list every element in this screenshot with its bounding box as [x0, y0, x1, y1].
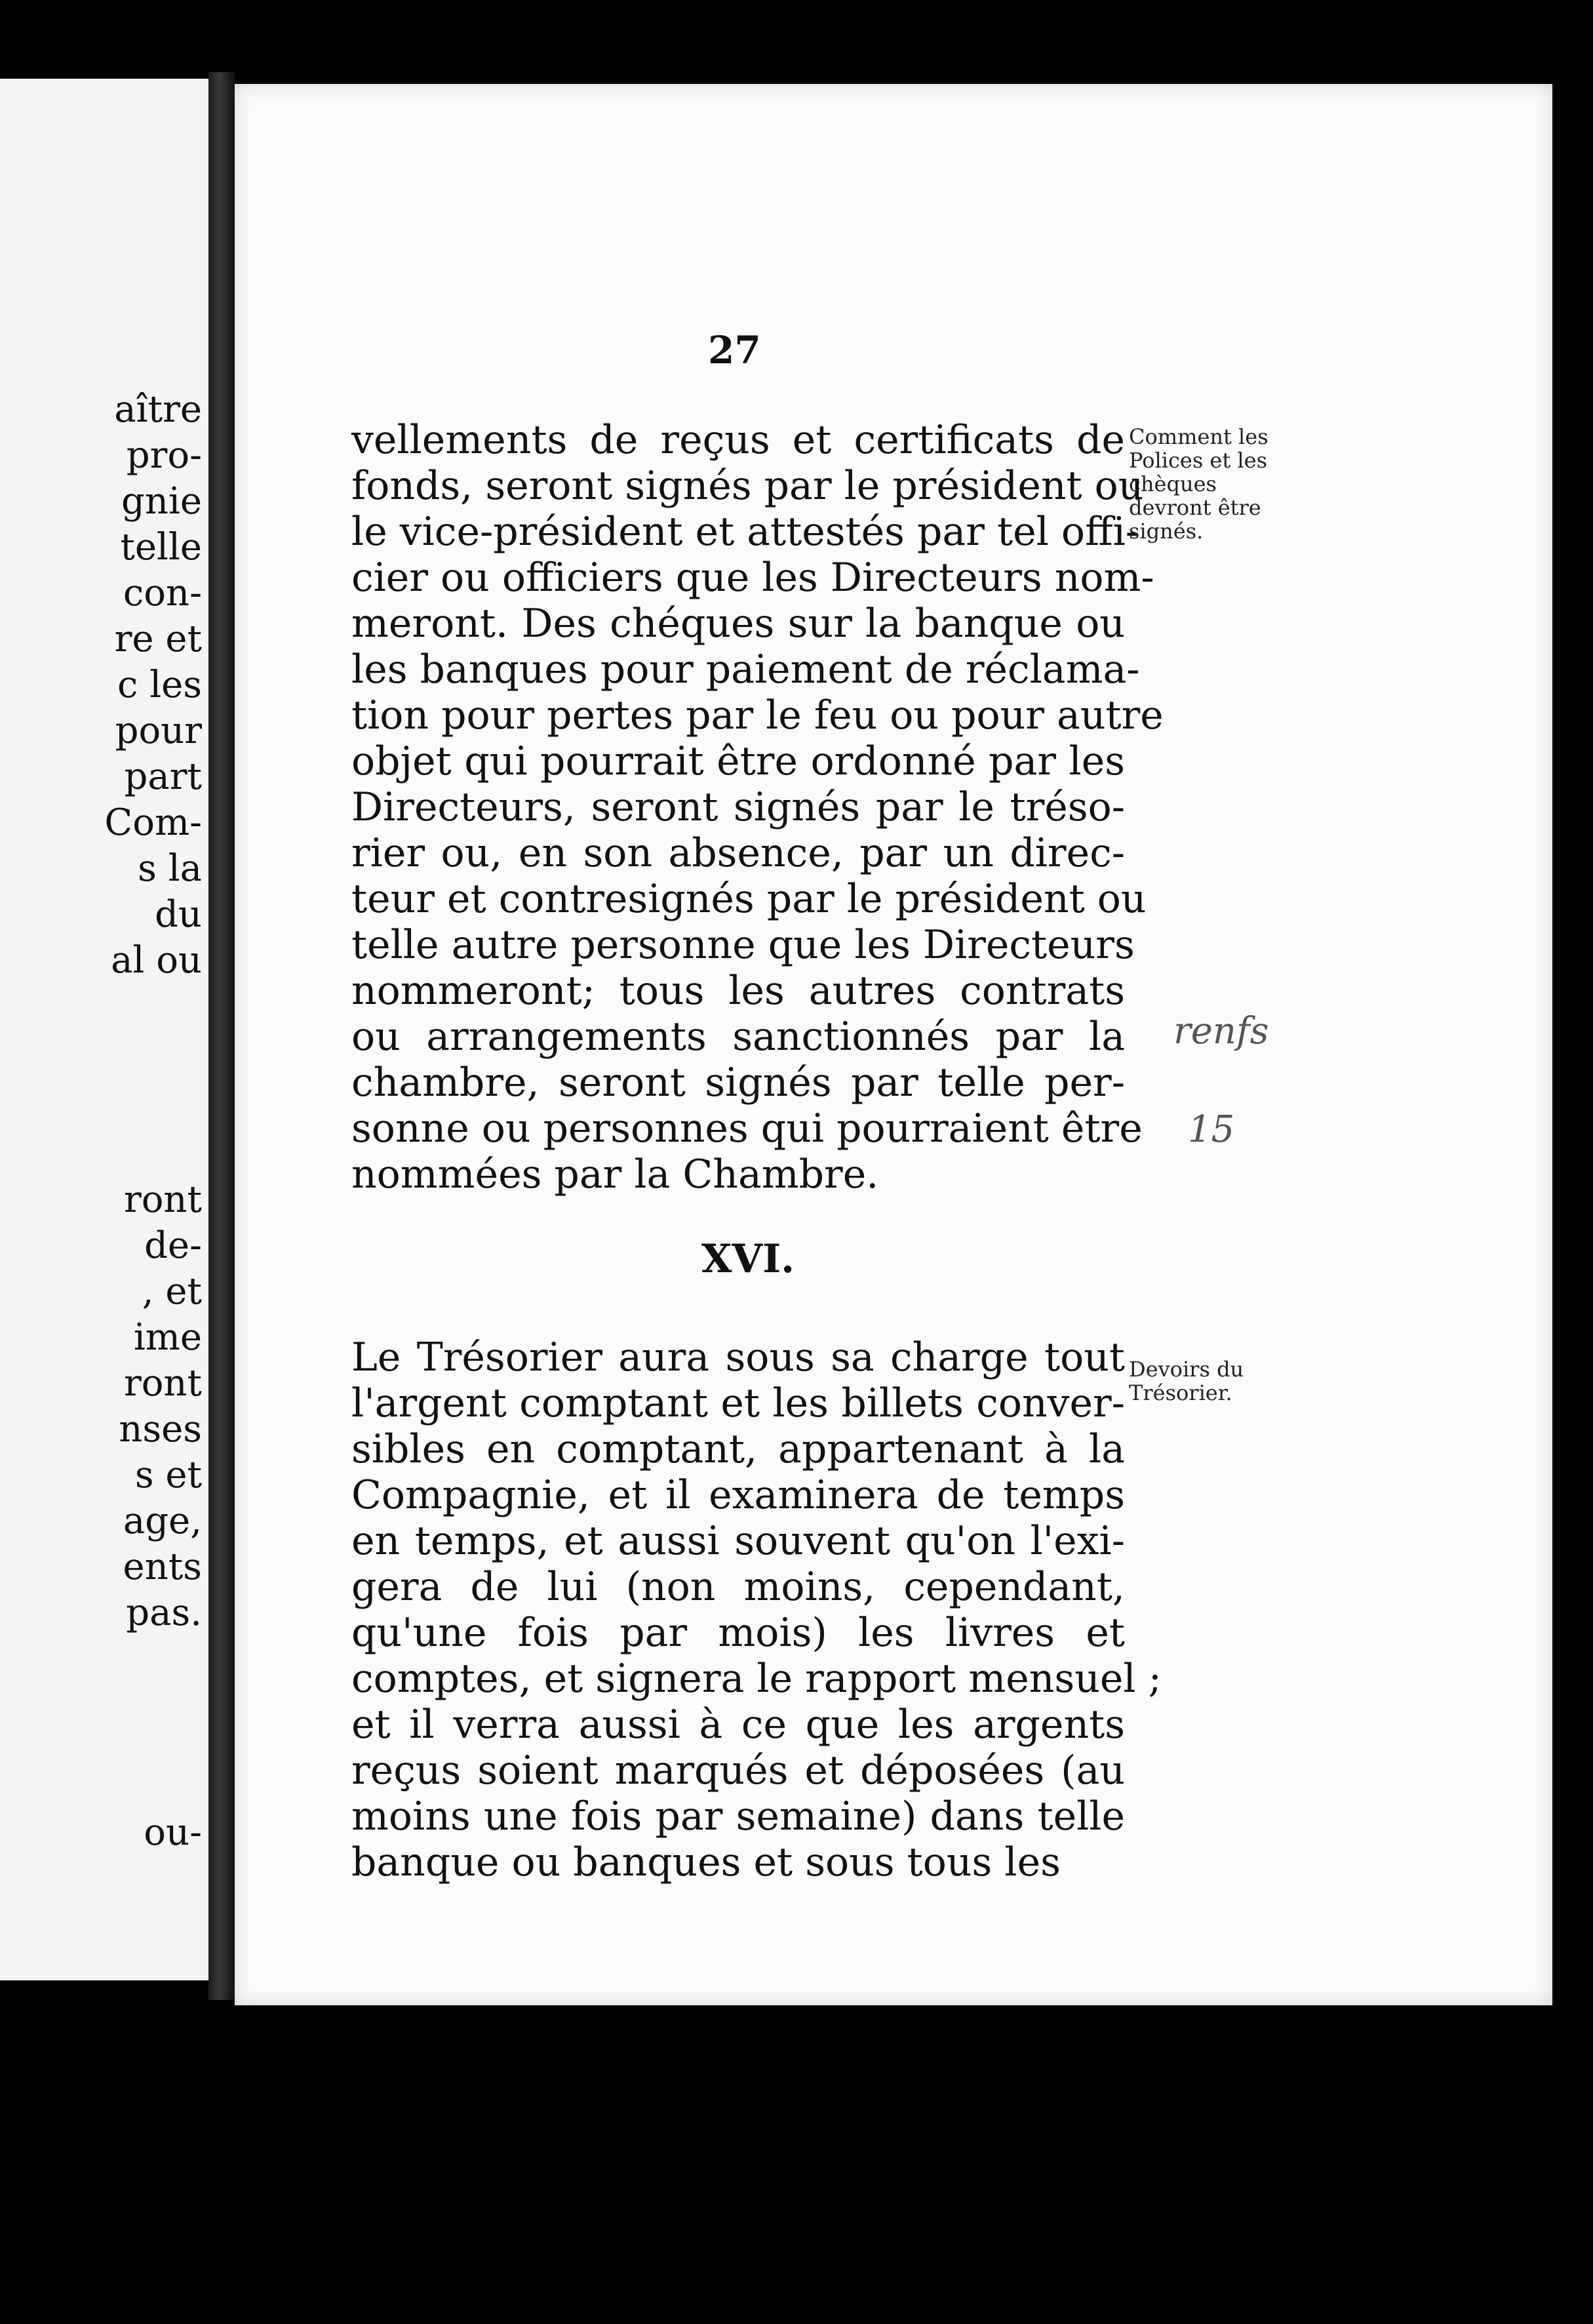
margin-note-line: Comment les [1129, 424, 1268, 449]
text-line: objet qui pourrait être ordonné par les [351, 738, 1125, 784]
text-line: fonds, seront signés par le président ou [351, 463, 1144, 509]
text-line: vellements de reçus et certificats de [351, 417, 1125, 463]
text-line: teur et contresignés par le président ou [351, 876, 1147, 922]
left-page-line: , et [142, 1270, 202, 1313]
left-page-line: telle [120, 526, 202, 569]
text-line: cier ou officiers que les Directeurs nom- [351, 555, 1154, 601]
text-line: nommeront; tous les autres contrats [351, 968, 1125, 1014]
margin-note-line: devront être [1129, 495, 1261, 520]
text-line: moins une fois par semaine) dans telle [351, 1793, 1125, 1839]
left-page-line: aître [114, 388, 202, 431]
text-line: telle autre personne que les Directeurs [351, 922, 1135, 968]
section-heading: XVI. [701, 1236, 795, 1282]
left-page-line: s et [134, 1454, 202, 1496]
left-page-line: de- [144, 1224, 202, 1267]
left-page-line: al ou [111, 939, 202, 982]
left-page-line: gnie [121, 480, 202, 523]
text-line: sibles en comptant, appartenant à la [351, 1426, 1125, 1472]
pencil-annotation: renfs [1173, 1010, 1269, 1052]
pencil-annotation-number: 15 [1188, 1108, 1235, 1151]
text-line: et il verra aussi à ce que les argents [351, 1702, 1125, 1748]
text-line: tion pour pertes par le feu ou pour autre [351, 692, 1164, 738]
paragraph-signatures [351, 417, 1164, 1197]
left-page-line: pour [115, 710, 202, 752]
margin-note-line: Trésorier. [1129, 1380, 1232, 1405]
left-page [0, 79, 208, 1980]
left-page-line: ou- [144, 1811, 202, 1854]
text-line: les banques pour paiement de réclama- [351, 647, 1140, 692]
margin-note-line: signés. [1129, 519, 1204, 544]
text-line: rier ou, en son absence, par un direc- [351, 830, 1125, 876]
left-page-line: nses [119, 1408, 202, 1451]
text-line: Le Trésorier aura sous sa charge tout [351, 1334, 1125, 1380]
text-line: chambre, seront signés par telle per- [351, 1060, 1125, 1106]
left-page-line: pas. [126, 1592, 202, 1634]
book-gutter [208, 72, 235, 2000]
text-line: le vice-président et attestés par tel offi- [351, 509, 1139, 555]
text-line: en temps, et aussi souvent qu'on l'exi- [351, 1518, 1125, 1564]
margin-note-treasurer [1129, 1357, 1244, 1405]
margin-note-line: chèques [1129, 471, 1217, 496]
margin-note-signatures [1129, 425, 1268, 543]
margin-note-line: Devoirs du [1129, 1357, 1244, 1382]
left-page-line: Com- [104, 801, 202, 844]
text-line: nommées par la Chambre. [351, 1152, 879, 1197]
left-page-line: con- [123, 572, 202, 614]
text-line: gera de lui (non moins, cependant, [351, 1564, 1125, 1610]
margin-note-line: Polices et les [1129, 448, 1267, 473]
text-line: Directeurs, seront signés par le tréso- [351, 784, 1125, 830]
left-page-line: pro- [126, 434, 202, 477]
left-page-line: part [124, 755, 202, 798]
text-line: reçus soient marqués et déposées (au [351, 1748, 1125, 1793]
left-page-line: ront [123, 1178, 202, 1221]
text-line: qu'une fois par mois) les livres et [351, 1610, 1125, 1656]
left-page-line: c les [117, 664, 202, 706]
text-line: l'argent comptant et les billets conver- [351, 1380, 1125, 1426]
text-line: banque ou banques et sous tous les [351, 1839, 1061, 1885]
left-page-line: du [155, 893, 202, 936]
paragraph-treasurer [351, 1334, 1162, 1885]
page-number: 27 [708, 328, 761, 372]
left-page-line: s la [138, 847, 202, 890]
left-page-line: ront [123, 1362, 202, 1405]
left-page-line: age, [123, 1500, 202, 1542]
left-page-line: ents [123, 1546, 202, 1588]
left-page-line: ime [133, 1316, 202, 1359]
text-line: ou arrangements sanctionnés par la [351, 1014, 1125, 1060]
text-line: meront. Des chéques sur la banque ou [351, 601, 1125, 647]
text-line: sonne ou personnes qui pourraient être [351, 1106, 1143, 1152]
text-line: comptes, et signera le rapport mensuel ; [351, 1656, 1162, 1702]
text-line: Compagnie, et il examinera de temps [351, 1472, 1125, 1518]
left-page-line: re et [114, 618, 202, 660]
